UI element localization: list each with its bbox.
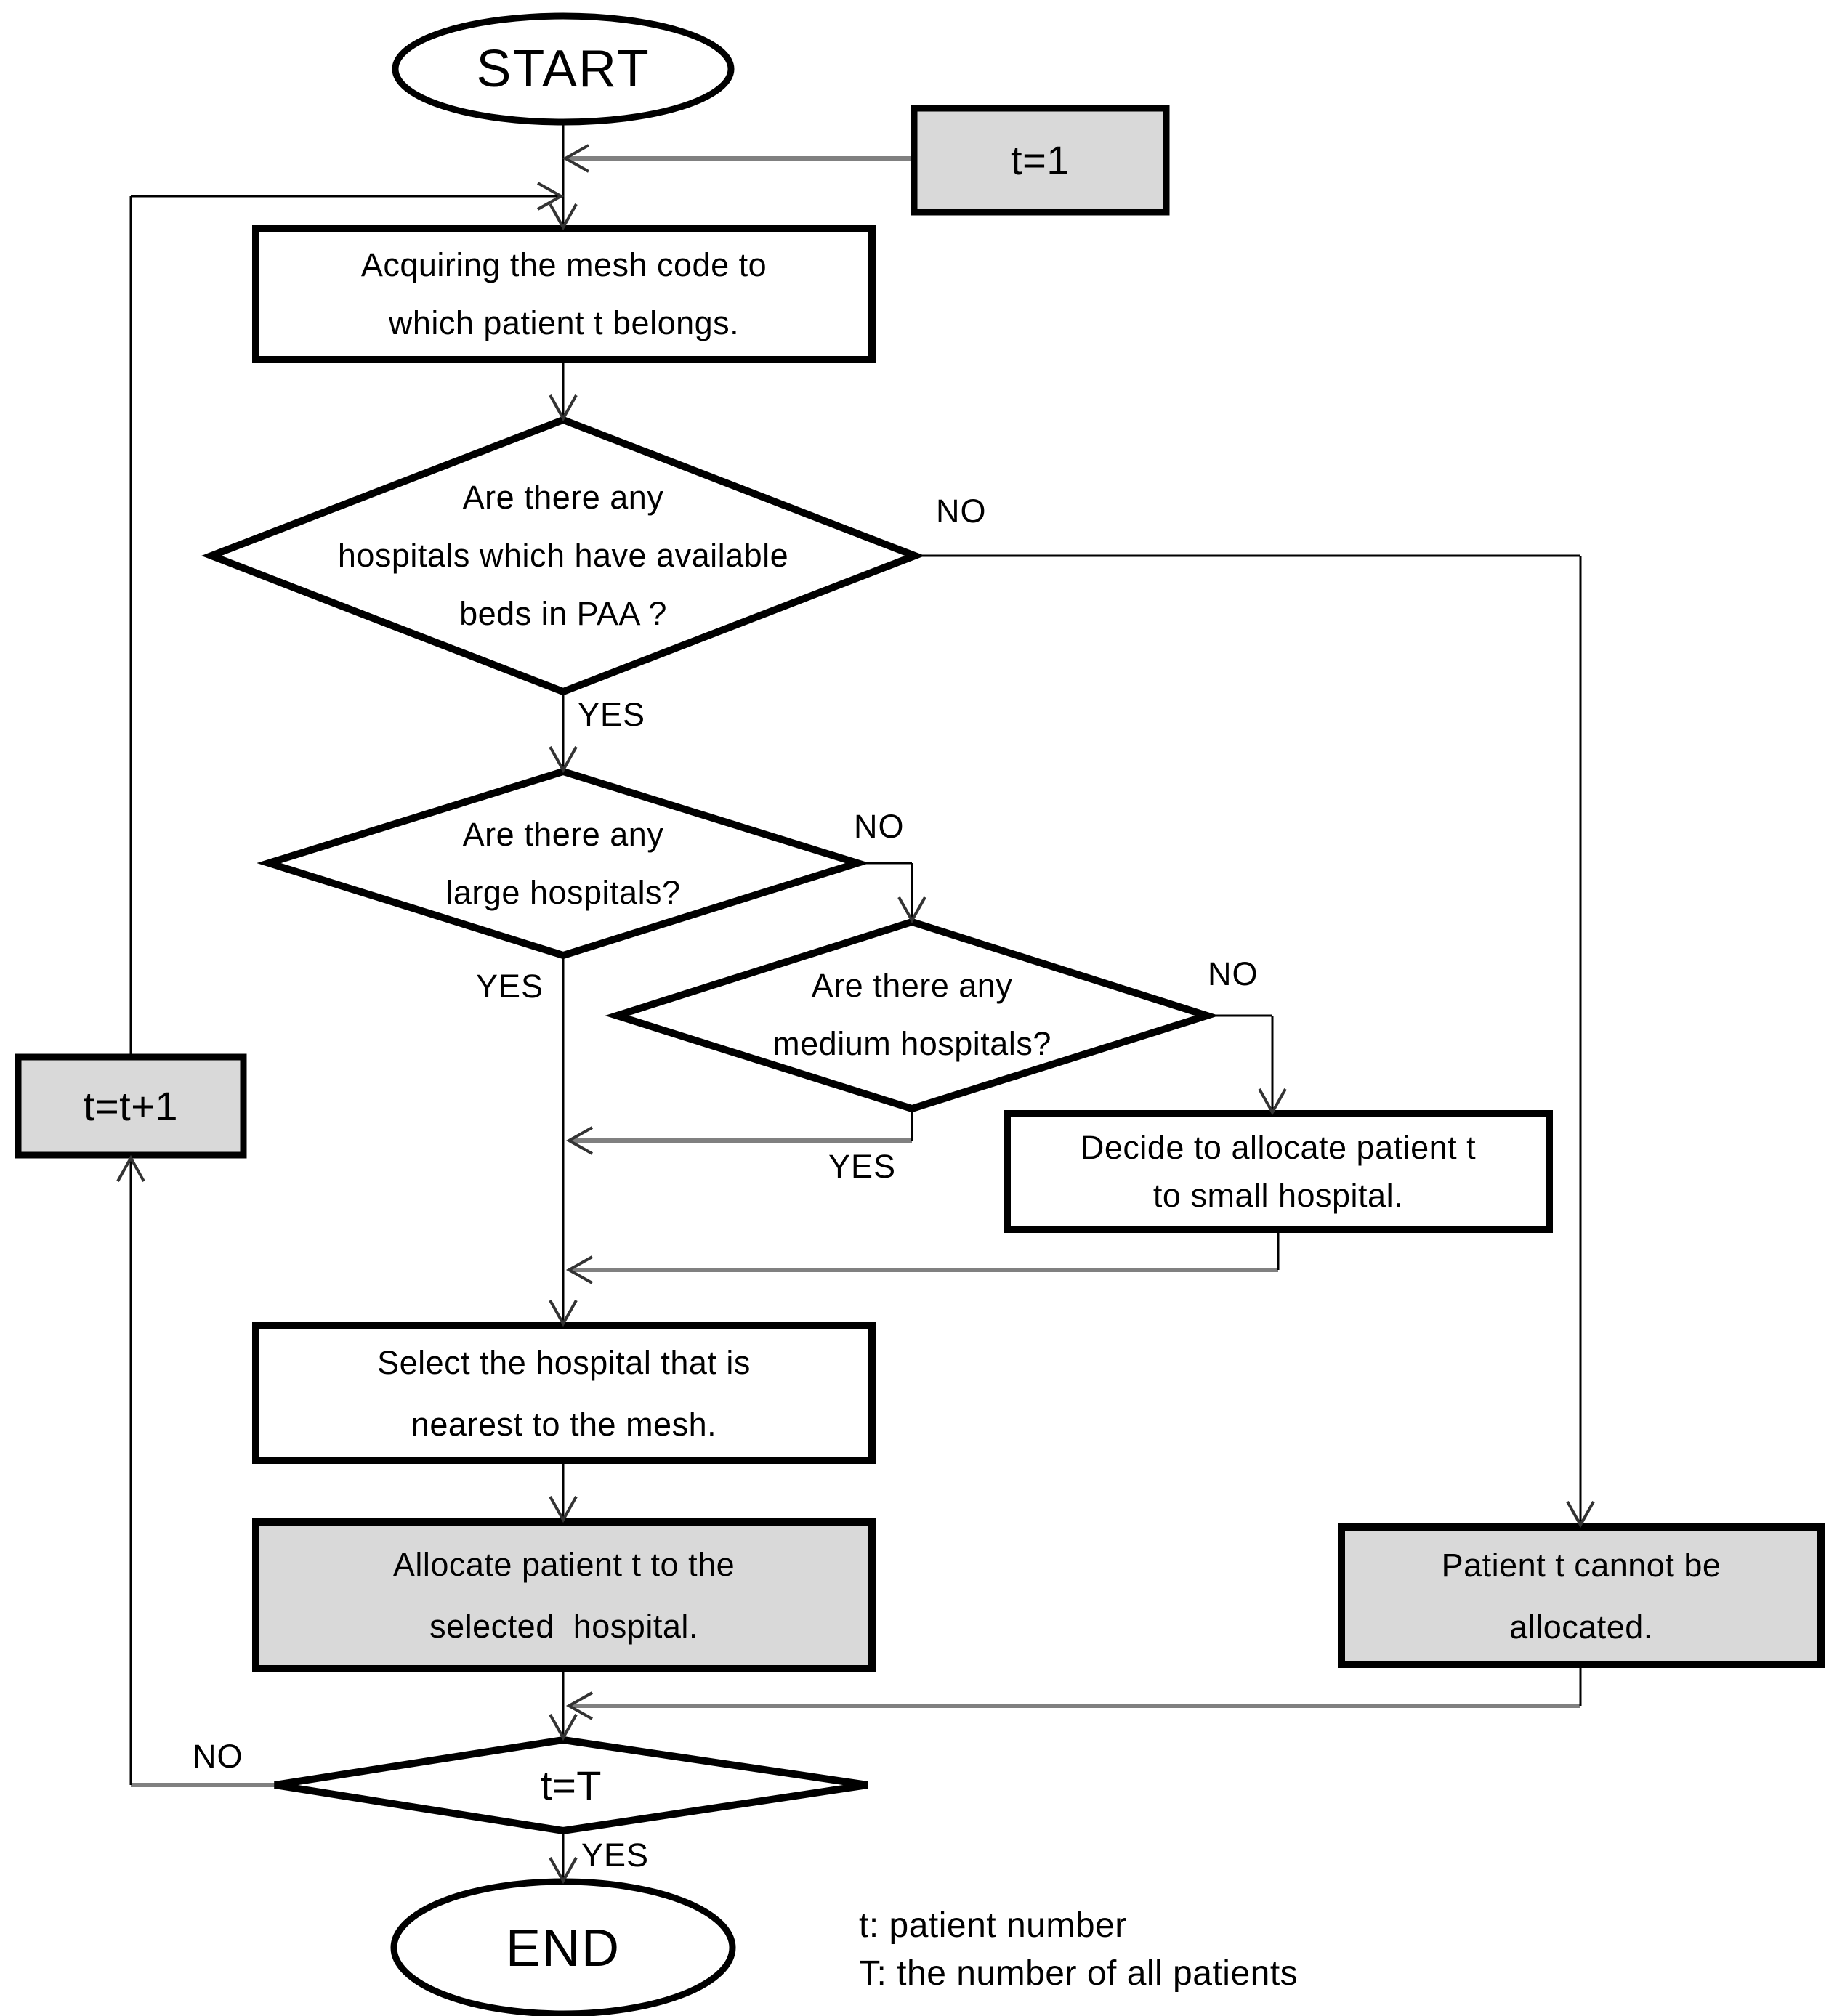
cannot-allocate-label: [1349, 1532, 1814, 1659]
legend-line2: T: the number of all patients: [859, 1954, 1299, 1993]
large-decision-line1: Are there any: [462, 815, 664, 853]
medium-decision-label: [617, 939, 1207, 1091]
select-hospital-line2: nearest to the mesh.: [411, 1405, 717, 1443]
acquire-mesh-line2: which patient t belongs.: [388, 304, 740, 341]
legend-line1: t: patient number: [859, 1906, 1127, 1945]
label-check-no: NO: [193, 1738, 243, 1775]
label-large-no: NO: [854, 808, 905, 845]
medium-decision-line1: Are there any: [811, 967, 1013, 1004]
decide-small-line1: Decide to allocate patient t: [1080, 1128, 1477, 1166]
acquire-mesh-label: [263, 234, 865, 355]
allocate-label: [263, 1527, 865, 1664]
label-large-yes: YES: [476, 968, 544, 1005]
t-init-label: [914, 108, 1166, 212]
paa-decision-line2: hospitals which have available: [337, 537, 789, 574]
cannot-allocate-line2: allocated.: [1509, 1608, 1653, 1645]
decide-small-label: [1014, 1119, 1542, 1224]
paa-decision-line1: Are there any: [462, 479, 664, 516]
end-label: [394, 1885, 732, 2012]
paa-decision-line3: beds in PAA ?: [459, 595, 667, 632]
t-incr-label-text: t=t+1: [83, 1082, 179, 1129]
select-hospital-label: [263, 1331, 865, 1455]
allocate-line1: Allocate patient t to the: [392, 1546, 735, 1583]
label-medium-no: NO: [1208, 955, 1259, 992]
medium-decision-line2: medium hospitals?: [772, 1025, 1051, 1062]
t-incr-label: [18, 1057, 243, 1155]
end-label-text: END: [505, 1919, 621, 1977]
label-medium-yes: YES: [828, 1148, 897, 1185]
allocate-line2: selected hospital.: [429, 1608, 698, 1645]
select-hospital-line1: Select the hospital that is: [377, 1343, 751, 1381]
label-check-yes: YES: [581, 1837, 650, 1874]
large-decision-label: [269, 788, 857, 939]
large-decision-line2: large hospitals?: [445, 873, 681, 911]
start-label-text: START: [476, 40, 650, 98]
paa-decision-label: [211, 436, 915, 676]
cannot-allocate-line1: Patient t cannot be: [1441, 1546, 1721, 1584]
label-paa-yes: YES: [578, 696, 646, 733]
loop-decision-label: [275, 1740, 868, 1831]
acquire-mesh-line1: Acquiring the mesh code to: [360, 246, 767, 283]
t-init-label-text: t=1: [1011, 137, 1070, 183]
loop-decision-label-text: t=T: [541, 1762, 602, 1808]
label-paa-no: NO: [936, 493, 987, 530]
legend: [859, 1902, 1298, 1998]
start-label: [396, 18, 730, 120]
decide-small-line2: to small hospital.: [1152, 1176, 1404, 1214]
